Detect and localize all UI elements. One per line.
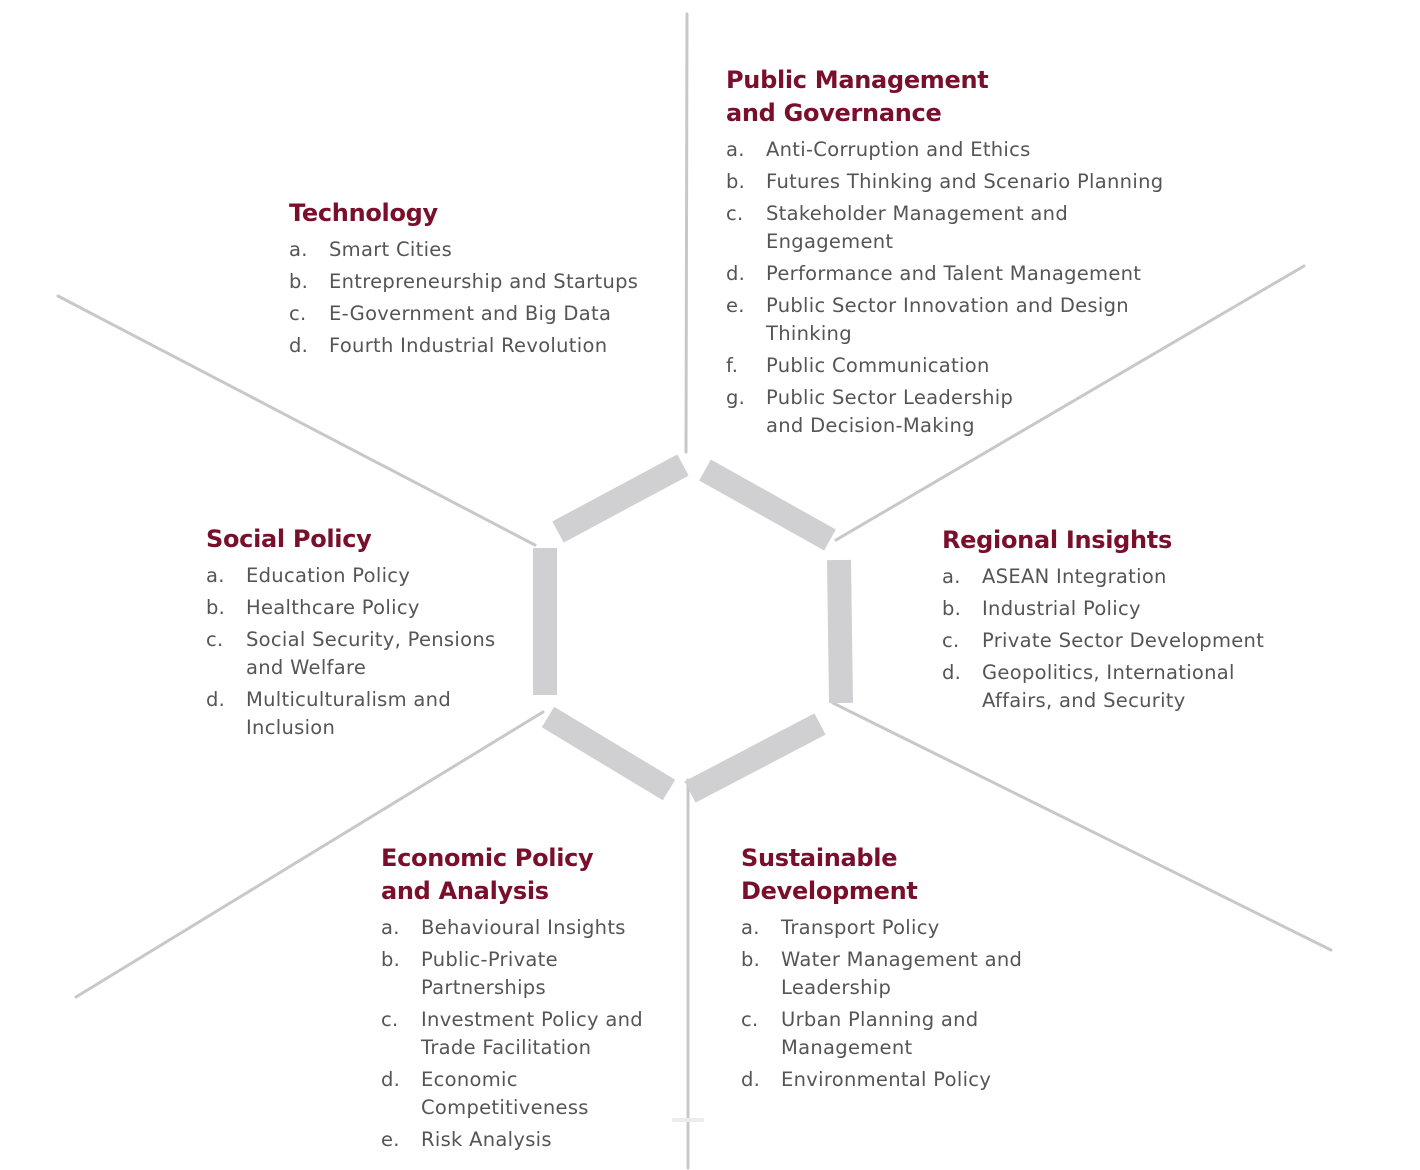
section-economic-policy [381, 842, 681, 1158]
topic-list [381, 914, 681, 1154]
section-title-line: Sustainable [741, 844, 898, 872]
list-item-text [766, 200, 1196, 256]
list-item-marker: c. [942, 629, 960, 652]
section-title [289, 197, 669, 230]
topic-list [289, 236, 669, 360]
list-item-line: Engagement [766, 230, 894, 253]
list-item [726, 292, 1196, 348]
list-item-marker: a. [206, 564, 225, 587]
list-item-marker: c. [381, 1008, 399, 1031]
section-title-line: Development [741, 877, 918, 905]
list-item [726, 200, 1196, 256]
list-item-text [246, 686, 526, 742]
list-item-marker: d. [289, 334, 309, 357]
list-item [942, 627, 1302, 655]
list-item-text [982, 563, 1302, 591]
section-title-line: Economic Policy [381, 844, 594, 872]
list-item-line: Transport Policy [781, 916, 940, 939]
list-item-text [982, 595, 1302, 623]
list-item [741, 946, 1061, 1002]
list-item-line: Inclusion [246, 716, 336, 739]
list-item-line: Healthcare Policy [246, 596, 420, 619]
list-item-marker: a. [741, 916, 760, 939]
hexagon-bar-top-right [705, 470, 830, 540]
list-item [726, 136, 1196, 164]
list-item-marker: c. [741, 1008, 759, 1031]
section-title-line: Regional Insights [942, 526, 1172, 554]
section-title-line: and Governance [726, 99, 942, 127]
list-item-line: Affairs, and Security [982, 689, 1186, 712]
list-item-text [421, 914, 681, 942]
list-item-text [781, 946, 1061, 1002]
section-social-policy [206, 523, 526, 746]
list-item-line: Thinking [766, 322, 852, 345]
list-item-marker: e. [726, 294, 745, 317]
list-item-marker: d. [726, 262, 746, 285]
list-item-line: Public Sector Leadership [766, 386, 1014, 409]
list-item-text [329, 300, 669, 328]
list-item-text [982, 659, 1302, 715]
list-item-text [421, 946, 681, 1002]
list-item-line: Education Policy [246, 564, 411, 587]
list-item [726, 260, 1196, 288]
topic-list [726, 136, 1196, 440]
list-item-marker: b. [726, 170, 746, 193]
list-item-line: Fourth Industrial Revolution [329, 334, 608, 357]
list-item-line: Risk Analysis [421, 1128, 552, 1151]
list-item-line: Smart Cities [329, 238, 453, 261]
list-item [289, 236, 669, 264]
list-item-line: Geopolitics, International [982, 661, 1235, 684]
list-item-marker: d. [942, 661, 962, 684]
list-item-marker: c. [289, 302, 307, 325]
list-item [381, 1126, 681, 1154]
list-item [741, 1066, 1061, 1094]
list-item-marker: b. [942, 597, 962, 620]
list-item [726, 384, 1196, 440]
list-item [741, 914, 1061, 942]
list-item [206, 594, 526, 622]
list-item-line: Futures Thinking and Scenario Planning [766, 170, 1164, 193]
hexagon-bar-bottom-right [690, 724, 820, 792]
list-item-text [421, 1006, 681, 1062]
list-item-line: Private Sector Development [982, 629, 1265, 652]
list-item-line: Water Management and [781, 948, 1023, 971]
list-item-marker: d. [381, 1068, 401, 1091]
list-item-line: Economic [421, 1068, 518, 1091]
list-item-line: Public-Private [421, 948, 558, 971]
section-public-management [726, 64, 1196, 444]
list-item-text [982, 627, 1302, 655]
list-item-line: Urban Planning and [781, 1008, 979, 1031]
list-item-marker: b. [381, 948, 401, 971]
list-item-marker: d. [741, 1068, 761, 1091]
section-title [741, 842, 1061, 908]
list-item-line: and Decision-Making [766, 414, 975, 437]
list-item-marker: a. [726, 138, 745, 161]
list-item [942, 595, 1302, 623]
list-item-marker: e. [381, 1128, 400, 1151]
list-item [289, 268, 669, 296]
section-title-line: Public Management [726, 66, 989, 94]
list-item-text [766, 136, 1196, 164]
list-item-line: Investment Policy and [421, 1008, 643, 1031]
list-item [381, 1066, 681, 1122]
list-item-text [329, 236, 669, 264]
list-item-text [781, 1006, 1061, 1062]
list-item-text [329, 332, 669, 360]
list-item-marker: a. [289, 238, 308, 261]
list-item-text [329, 268, 669, 296]
list-item-marker: b. [741, 948, 761, 971]
list-item [206, 686, 526, 742]
list-item [289, 300, 669, 328]
list-item [381, 1006, 681, 1062]
list-item-marker: a. [942, 565, 961, 588]
section-title-line: Technology [289, 199, 438, 227]
topic-list [741, 914, 1061, 1094]
list-item-line: Stakeholder Management and [766, 202, 1069, 225]
section-title-line: and Analysis [381, 877, 549, 905]
list-item-line: Leadership [781, 976, 892, 999]
list-item-line: ASEAN Integration [982, 565, 1167, 588]
list-item-marker: c. [726, 202, 744, 225]
list-item [381, 914, 681, 942]
list-item-marker: f. [726, 354, 739, 377]
section-title [206, 523, 526, 556]
list-item-line: E-Government and Big Data [329, 302, 612, 325]
list-item [942, 659, 1302, 715]
list-item-line: Management [781, 1036, 913, 1059]
list-item-marker: b. [289, 270, 309, 293]
section-technology [289, 197, 669, 364]
list-item-text [246, 594, 526, 622]
list-item-text [421, 1126, 681, 1154]
list-item-marker: c. [206, 628, 224, 651]
topic-list [206, 562, 526, 742]
list-item-line: Public Sector Innovation and Design [766, 294, 1129, 317]
section-regional-insights [942, 524, 1302, 719]
list-item [206, 562, 526, 590]
list-item-marker: b. [206, 596, 226, 619]
list-item-marker: a. [381, 916, 400, 939]
list-item-line: Multiculturalism and [246, 688, 452, 711]
list-item-text [766, 352, 1196, 380]
list-item-line: Industrial Policy [982, 597, 1141, 620]
hexagon-bar-right [839, 560, 841, 703]
list-item-text [781, 1066, 1061, 1094]
list-item-line: Partnerships [421, 976, 546, 999]
list-item [741, 1006, 1061, 1062]
list-item-marker: g. [726, 386, 746, 409]
list-item-line: Entrepreneurship and Startups [329, 270, 639, 293]
list-item-text [246, 562, 526, 590]
list-item-line: Trade Facilitation [421, 1036, 592, 1059]
list-item-line: and Welfare [246, 656, 367, 679]
list-item-text [766, 260, 1196, 288]
divider-line-top [686, 14, 687, 452]
list-item [381, 946, 681, 1002]
list-item [206, 626, 526, 682]
list-item-line: Social Security, Pensions [246, 628, 496, 651]
section-title [942, 524, 1302, 557]
list-item-line: Performance and Talent Management [766, 262, 1142, 285]
section-title [381, 842, 681, 908]
list-item-line: Public Communication [766, 354, 990, 377]
list-item-text [766, 384, 1196, 440]
topic-list [942, 563, 1302, 715]
list-item-text [766, 292, 1196, 348]
list-item [726, 168, 1196, 196]
list-item [942, 563, 1302, 591]
list-item-text [766, 168, 1196, 196]
list-item [289, 332, 669, 360]
list-item-line: Anti-Corruption and Ethics [766, 138, 1031, 161]
section-sustainable-development [741, 842, 1061, 1098]
hexagon-bar-top-left [558, 465, 683, 532]
list-item-text [421, 1066, 681, 1122]
list-item-line: Environmental Policy [781, 1068, 992, 1091]
section-title [726, 64, 1196, 130]
hexagon-bar-bottom-left [548, 717, 669, 790]
list-item [726, 352, 1196, 380]
list-item-line: Behavioural Insights [421, 916, 626, 939]
section-title-line: Social Policy [206, 525, 372, 553]
list-item-text [781, 914, 1061, 942]
list-item-text [246, 626, 526, 682]
list-item-marker: d. [206, 688, 226, 711]
list-item-line: Competitiveness [421, 1096, 589, 1119]
